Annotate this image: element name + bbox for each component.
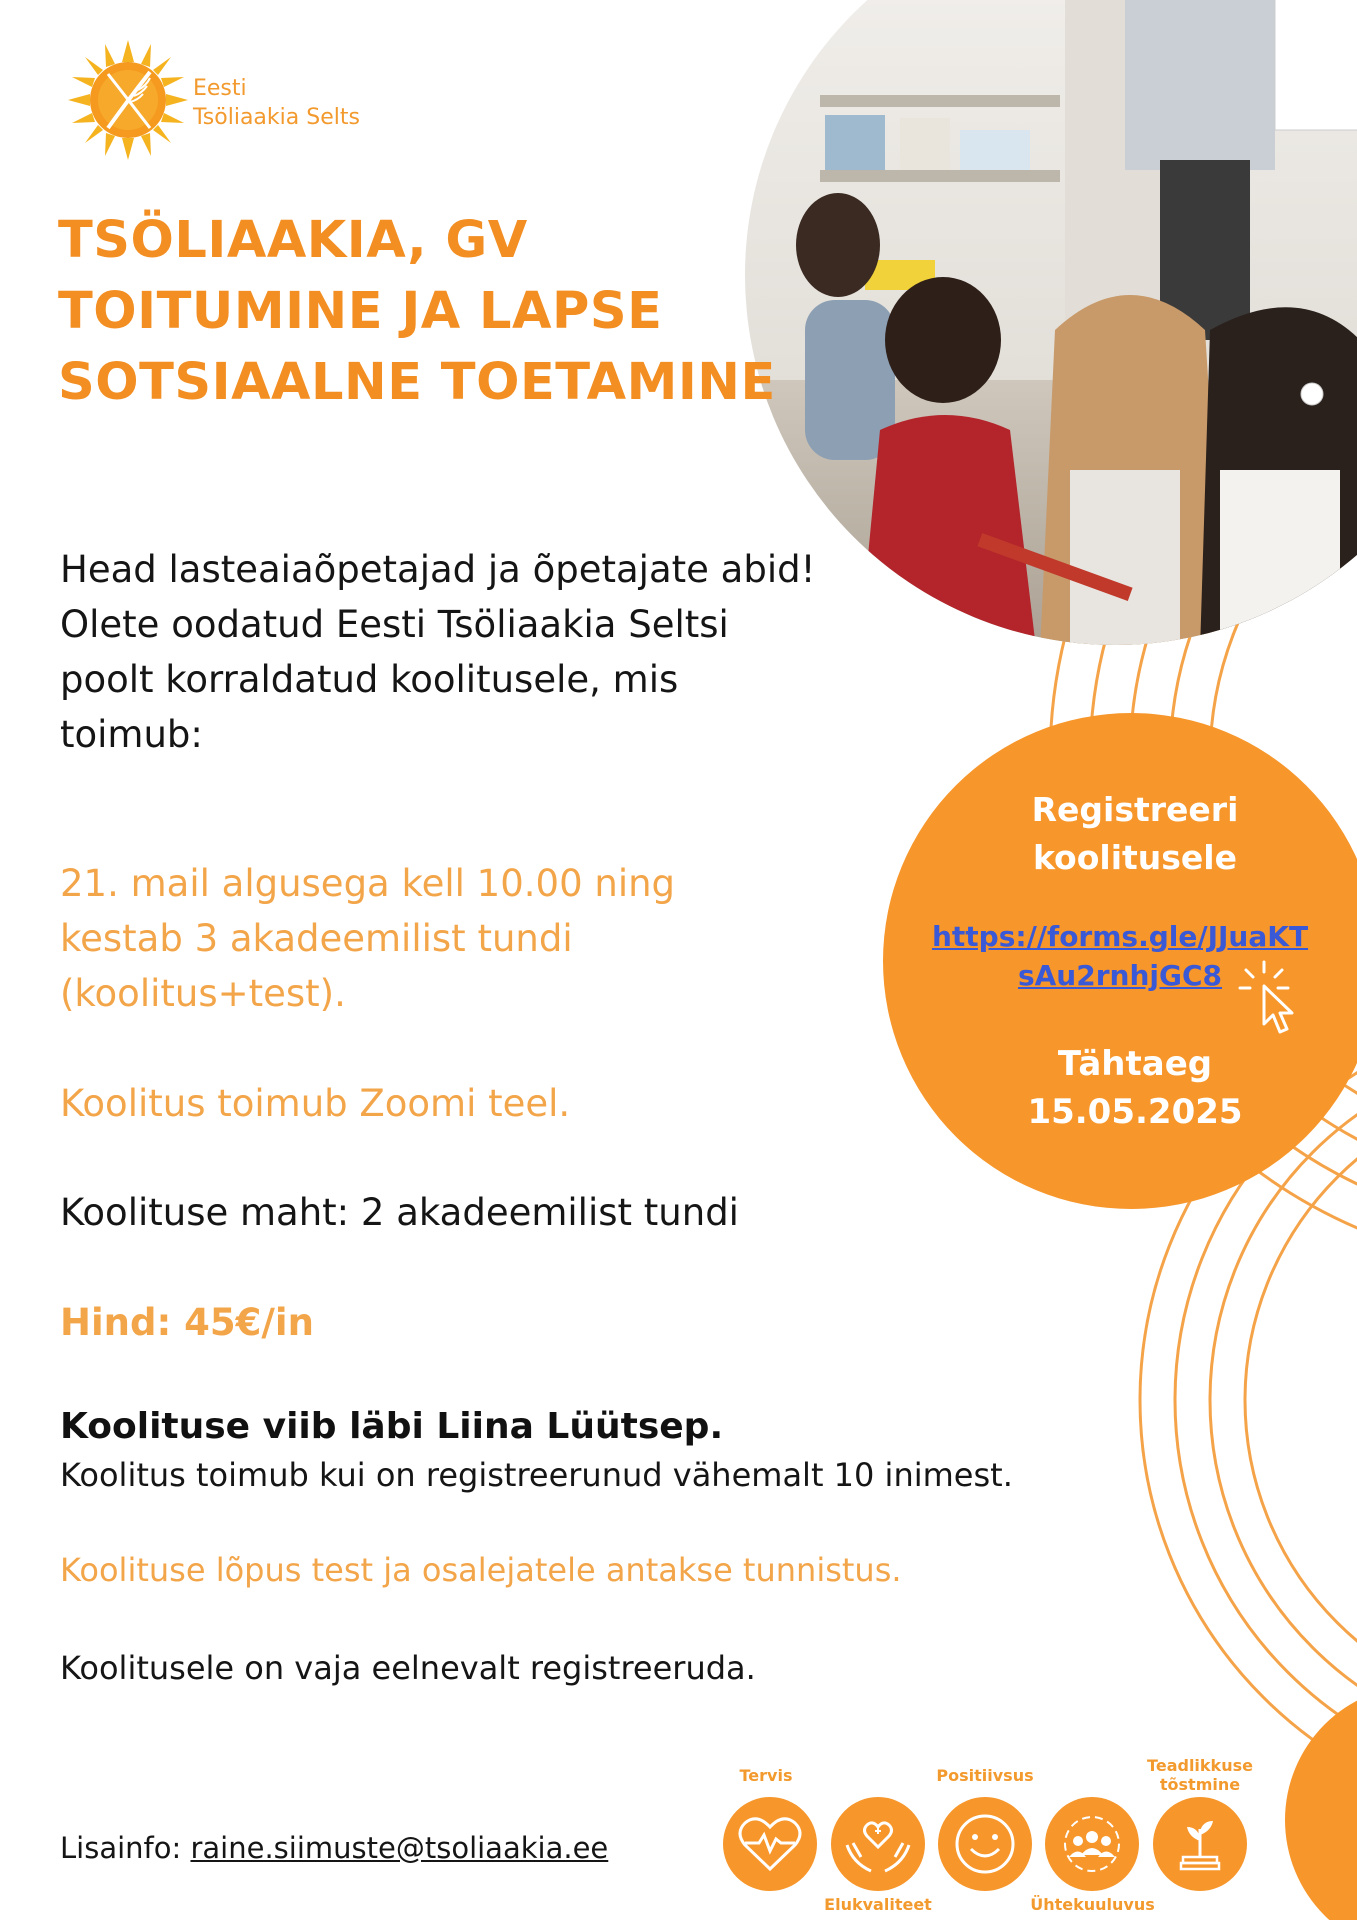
cursor-click-icon <box>1236 958 1306 1038</box>
sun-logo-icon <box>68 40 188 160</box>
elukvaliteet-badge <box>831 1797 925 1891</box>
zoom-note: Koolitus toimub Zoomi teel. <box>60 1082 571 1125</box>
value-label-teadlikkus <box>1135 1756 1265 1794</box>
trainer-note: Koolituse viib läbi Liina Lüütsep. <box>60 1406 724 1447</box>
uhtekuuluvus-badge <box>1045 1797 1139 1891</box>
contact-label: Lisainfo: <box>60 1831 182 1865</box>
group-icon <box>1045 1797 1139 1891</box>
intro-line-3: poolt korraldatud koolitusele, mis <box>60 658 679 701</box>
heart-pulse-icon <box>723 1797 817 1891</box>
price-note: Hind: 45€/in <box>60 1301 314 1344</box>
registration-title-line-1: Registreeri <box>1031 790 1239 829</box>
bottom-right-circle <box>1285 1685 1357 1920</box>
intro-line-2: Olete oodatud Eesti Tsöliaakia Seltsi <box>60 603 729 646</box>
intro-line-4: toimub: <box>60 713 203 756</box>
registration-link-line-2[interactable]: sAu2rnhjGC8 <box>1017 959 1223 992</box>
teadlikkus-badge <box>1153 1797 1247 1891</box>
value-label-tervis: Tervis <box>739 1766 793 1785</box>
volume-note: Koolituse maht: 2 akadeemilist tundi <box>60 1191 739 1234</box>
book-plant-icon <box>1153 1797 1247 1891</box>
intro-line-1: Head lasteaiaõpetajad ja õpetajate abid! <box>60 548 816 591</box>
deadline-label: Tähtaeg <box>1057 1044 1213 1084</box>
logo-text <box>193 74 360 132</box>
value-label-elukvaliteet: Elukvaliteet <box>824 1895 932 1914</box>
value-label-uhtekuuluvus: Ühtekuuluvus <box>1030 1895 1155 1914</box>
registration-deadline <box>950 1040 1320 1136</box>
title-line-2: TOITUMINE JA LAPSE <box>58 282 663 341</box>
tervis-badge <box>723 1797 817 1891</box>
intro-text <box>60 542 990 762</box>
positiivsus-badge <box>938 1797 1032 1891</box>
test-note: Koolituse lõpus test ja osalejatele antakse tunnistus. <box>60 1551 902 1589</box>
deadline-date: 15.05.2025 <box>1027 1092 1243 1132</box>
registration-title-line-2: koolitusele <box>1032 838 1237 877</box>
logo-line-2: Tsöliaakia Selts <box>193 105 360 130</box>
title-line-3: SOTSIAALNE TOETAMINE <box>58 353 776 412</box>
hands-heart-icon <box>831 1797 925 1891</box>
page-title <box>58 205 776 418</box>
schedule-line-3: (koolitus+test). <box>60 972 346 1015</box>
title-line-1: TSÖLIAAKIA, GV <box>58 211 528 270</box>
schedule-line-1: 21. mail algusega kell 10.00 ning <box>60 862 676 905</box>
schedule-line-2: kestab 3 akadeemilist tundi <box>60 917 573 960</box>
schedule-text <box>60 856 675 1021</box>
contact-info <box>60 1828 608 1868</box>
value-label-teadlikkus-line-1: Teadlikkuse <box>1147 1756 1253 1775</box>
value-label-positiivsus: Positiivsus <box>936 1766 1034 1785</box>
contact-email-link[interactable]: raine.siimuste@tsoliaakia.ee <box>190 1831 609 1865</box>
value-label-teadlikkus-line-2: tõstmine <box>1159 1775 1241 1794</box>
registration-title <box>950 786 1320 882</box>
smiley-icon <box>938 1797 1032 1891</box>
logo-line-1: Eesti <box>193 76 247 101</box>
registration-link-line-1[interactable]: https://forms.gle/JJuaKT <box>931 920 1309 953</box>
condition-note: Koolitus toimub kui on registreerunud vähemalt 10 inimest. <box>60 1456 1013 1494</box>
register-note: Koolitusele on vaja eelnevalt registreeruda. <box>60 1649 756 1687</box>
